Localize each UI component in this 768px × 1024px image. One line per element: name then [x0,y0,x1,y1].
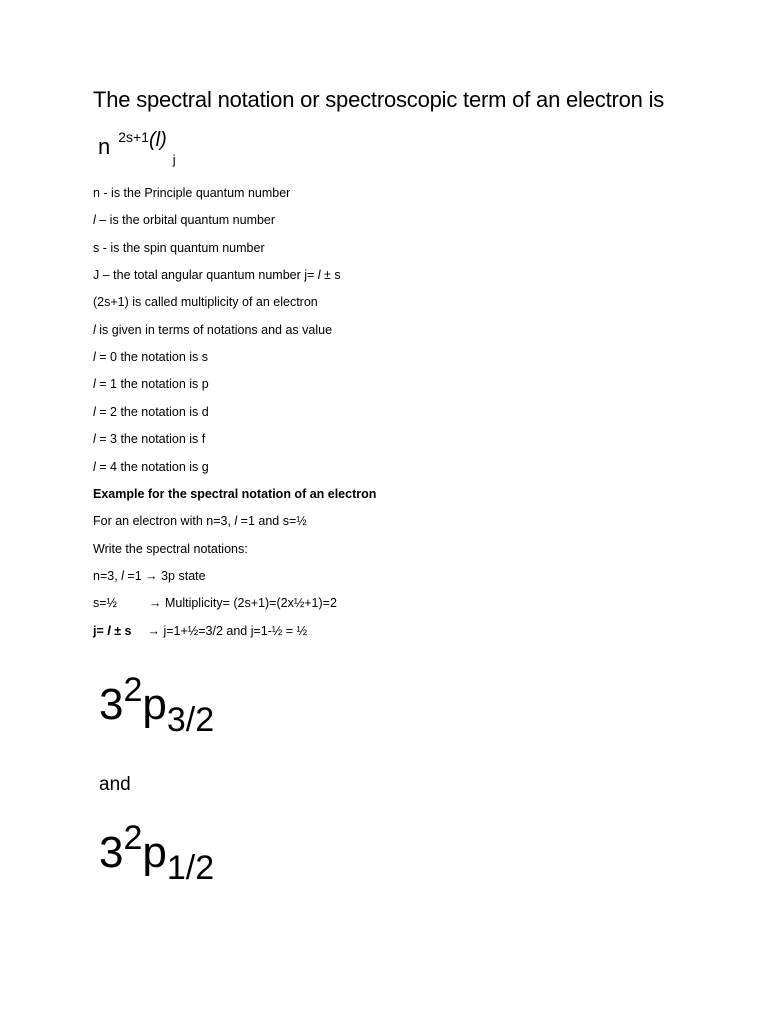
term-3-2-p-3-2: $3^2p_{3/2}$ [99,671,215,739]
term-3-2-p-1-2: $3^2p_{1/2}$ [99,819,215,887]
formula-n: n [98,134,111,159]
spectral-formula [98,129,176,167]
def-line: l – is the orbital quantum number [93,213,276,227]
step-state: n=3, l =1 → 3p state [93,569,206,583]
formula-multiplicity: 2s+1 [118,129,149,145]
def-line: (2s+1) is called multiplicity of an electron [93,295,318,309]
formula-l: (l) [149,129,167,151]
def-line: l is given in terms of notations and as value [93,323,333,337]
write-instruction: Write the spectral notations: [93,542,248,556]
def-line: l = 4 the notation is g [93,460,209,474]
example-title: Example for the spectral notation of an electron [93,487,377,501]
def-line: s - is the spin quantum number [93,241,265,255]
def-line: l = 0 the notation is s [93,350,209,364]
def-line: l = 3 the notation is f [93,432,206,446]
formula-j: j [172,152,176,167]
def-line: n - is the Principle quantum number [93,186,291,200]
step-multiplicity: s=½ → Multiplicity= (2s+1)=(2x½+1)=2 [93,596,337,610]
def-line: l = 1 the notation is p [93,377,209,391]
heading: The spectral notation or spectroscopic term of an electron is [93,87,665,112]
and-text: and [99,774,131,795]
def-line: l = 2 the notation is d [93,405,209,419]
def-line: J – the total angular quantum number j= l ± s [93,268,341,282]
example-intro: For an electron with n=3, l =1 and s=½ [93,514,307,528]
step-j: j= l ± s → j=1+½=3/2 and j=1-½ = ½ [93,624,307,638]
